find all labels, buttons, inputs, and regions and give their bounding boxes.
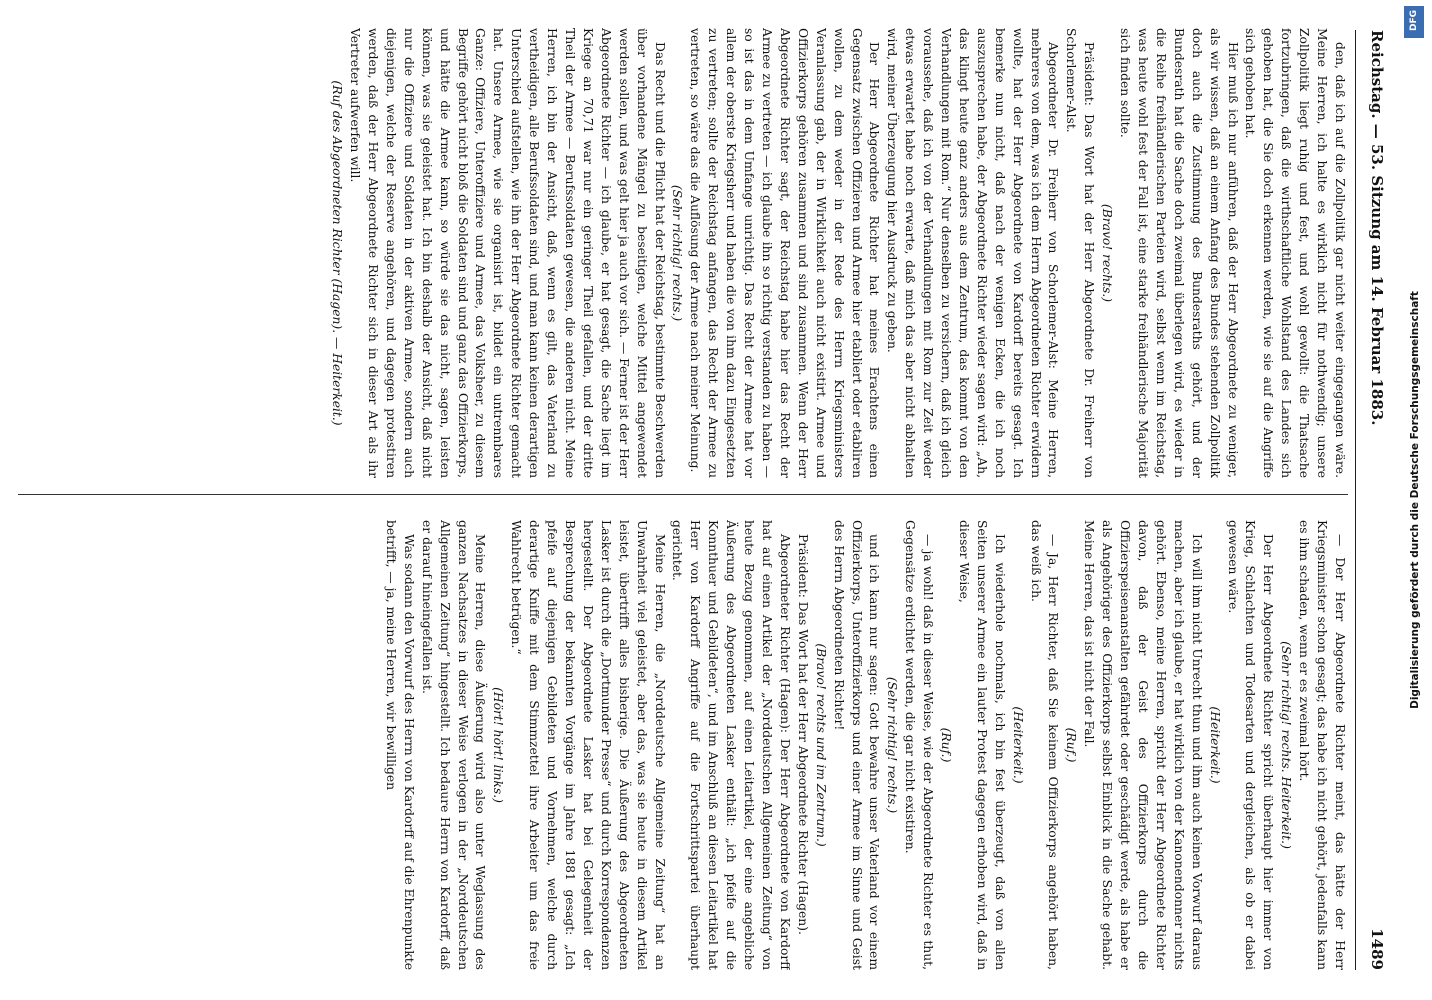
page-header bbox=[1362, 30, 1392, 970]
paragraph: (Ruf des Abgeordneten Richter (Hagen). — Heiterkeit.) bbox=[330, 80, 345, 426]
paragraph: (Bravo! rechts.) bbox=[1100, 203, 1115, 303]
paragraph: Ich wiederhole nochmals, ich bin fest überzeugt, daß von allen Seiten unserer Armee ein lauter Protest dagegen erhoben wird, daß in dieser Weise, bbox=[956, 520, 1007, 970]
paragraph: Präsident: Das Wort hat der Herr Abgeordnete Richter (Hagen). bbox=[795, 534, 810, 935]
right-column bbox=[18, 520, 1348, 970]
paragraph: (Heiterkeit.) bbox=[1207, 706, 1222, 784]
paragraph: (Sehr richtig! rechts. Heiterkeit.) bbox=[1279, 641, 1294, 849]
paragraph: Abgeordneter Richter (Hagen): Der Herr Abgeordnete von Kardorff hat auf einen Artikel der „Norddeutschen Allgemeinen Zeitung“ von heute Bezug genommen, auf einen Leitartikel, der eine angebliche Äußerung des Abgeordneten Lasker enthält: „ich pfeife auf die Konnthuer und Gebildeten“, und im Anschluß an diesen Leitartikel hat Herr von Kardorff Angriffe auf die Fortschrittspartei überhaupt gerichtet. bbox=[670, 520, 792, 970]
dfg-logo-text: DFG bbox=[1409, 9, 1419, 31]
paragraph: (Heiterkeit.) bbox=[1010, 706, 1025, 784]
paragraph: (Hört! hört! links.) bbox=[491, 687, 506, 803]
paragraph: — Ja, Herr Richter, daß Sie keinem Offizierkorps angehört haben, das weiß ich. bbox=[1028, 520, 1061, 970]
paragraph: (Ruf.) bbox=[939, 727, 954, 763]
credit-text: Digitalisierung gefördert durch die Deutsche Forschungsgemeinschaft bbox=[1409, 291, 1421, 709]
page-number: 1489 bbox=[1368, 928, 1386, 970]
paragraph: Abgeordneter Dr. Freiherr von Schorlemer-Alst: Meine Herren, mehreres von dem, was ich dem Herrn Abgeordneten Richter erwidern wollte, hat der Herr Abgeordnete von Kardorff bereits gesagt. Ich bemerke nun nicht, daß nach der wenigen Ecken, die ich noch auszusprechen habe, der Abgeordnete Richter wieder sagen wird: „Ah, das klingt heute ganz anders aus dem Zentrum, das kommt von den Verhandlungen mit Rom.“ Nur denselben zu versichern, daß ich gleich voraussehe, daß ich von der Verhandlungen mit Rom zur Zeit weder etwas erwartet habe noch erwarte, daß mich das aber nicht abhalten wird, meiner Überzeugung hier Ausdruck zu geben. bbox=[885, 28, 1061, 478]
header-rule bbox=[1355, 30, 1356, 970]
paragraph: (Bravo! rechts und im Zentrum.) bbox=[813, 643, 828, 847]
header-title: Reichstag. — 53. Sitzung am 14. Februar 1883. bbox=[1368, 30, 1386, 426]
paragraph: den, daß ich auf die Zollpolitik gar nicht weiter eingegangen wäre. Meine Herren, ich halte es wirklich nicht für nothwendig; unsere Zollpolitik liegt ruhig und fest, und wohl gewollt: die Thatsache fortzubringen, daß die wirthschaftliche Wohlstand des Landes sich gehoben hat, die Sie doch erkennen werden, wie sie auf die Angriffe sich gehoben hat. bbox=[1243, 28, 1347, 478]
paragraph: Der Herr Abgeordnete Richter hat meines Erachtens einen Gegensatz zwischen Offizieren und Armee hier etabliert oder etabliren wollen, zu dem weder in der Rede des Herrn Kriegsministers Veranlassung gab, der in Wirklichkeit auch nicht existirt. Armee und Offizierkorps gehören zusammen und sind zusammen. Wenn der Herr Abgeordnete Richter sagt, der Reichstag habe hier das Recht der Armee zu vertreten — ich glaube ihn so richtig verstanden zu haben — so ist das in dem Umfange unrichtig. Das Recht der Armee hat vor allem der oberste Kriegsherr und haben die von ihm dazu Eingesetzten zu vertreten; sollte der Reichstag anfangen, das Recht der Armee zu vertreten, so wäre das die Auflösung der Armee nach meiner Meinung. bbox=[688, 28, 882, 478]
paragraph: (Ruf.) bbox=[1064, 727, 1079, 763]
paragraph: Ich will ihm nicht Unrecht thun und ihm auch keinen Vorwurf daraus machen, aber ich glaube, er hat wirklich von der Kanonendonner nichts gehört. Ebenso, meine Herren, spricht der Herr Abgeordnete Richter davon, daß der Geist des Offizierkorps durch die Offizierspeisenanstalten gefährdet oder geschädigt werde, als habe er als Angehöriger des Offizierkorps selbst Einblick in die Sache gehabt. Meine Herren, das ist nicht der Fall. bbox=[1082, 520, 1204, 970]
paragraph: — ja wohl! daß in dieser Weise, wie der Abgeordnete Richter es thut, Gegensätze erdichtet werden, die gar nicht existiren. bbox=[903, 520, 936, 970]
paragraph: Der Herr Abgeordnete Richter spricht überhaupt hier immer von Krieg, Schlachten und Todesarten und dergleichen, als ob er dabei gewesen wäre. bbox=[1225, 520, 1276, 970]
paragraph: — Der Herr Abgeordnete Richter meint, das hätte der Herr Kriegsminister schon gesagt; das habe ich nicht gehört, jedenfalls kann es ihm schaden, wenn er es zweimal hört. bbox=[1297, 520, 1347, 970]
paragraph: (Sehr richtig! rechts.) bbox=[670, 184, 685, 322]
column-divider bbox=[18, 494, 1348, 495]
paragraph: Das Recht und die Pflicht hat der Reichstag, bestimmte Beschwerden über vorhandene Mängel zu beseitigen, welche Mittel angewendet werden sollen, und was gelt hier ja auch vor sich. — Ferner ist der Herr Abgeordnete Richter — ich glaube, er hat gesagt, die Sache liegt im Kriege an 70,71 war nur ein geringer Theil gefallen, und der dritte Theil der Armee — Berufssoldaten gewesen, die anderen nicht. Meine Herren, ich bin der Ansicht, daß, wenn es gilt, das Vaterland zu vertheidigen, alle Berufssoldaten sind, und man kann keinen derartigen Unterschied aufstellen, wie ihn der Herr Abgeordnete Richter gemacht hat. Unsere Armee, wie sie organisirt ist, bildet ein untrennbares Ganze: Offiziere, Unteroffiziere und Armee, das Volksheer, zu diesem Begriffe gehört nicht bloß die Soldaten sind und ganz das Offizierkorps, und hätte die Armee kann, so würde sie das nicht, sagen, leisten können, was sie geleistet hat. Ich bin deshalb der Ansicht, daß nicht nur die Offiziere und Soldaten in der aktiven Armee, sondern auch diejenigen, welche der Reserve angehören, und dagegen protestiren werden, daß der Herr Abgeordnete Richter sich in dieser Art als ihr Vertreter aufwerfen will. bbox=[348, 28, 667, 478]
digitization-credit bbox=[1403, 0, 1427, 1000]
paragraph: Was sodann den Vorwurf des Herrn von Kardorff auf die Ehrenpunkte betrifft, — ja, meine Herren, wir bewilligen bbox=[383, 520, 416, 970]
paragraph: Meine Herren, die „Norddeutsche Allgemeine Zeitung“ hat an Unwahrheit viel geleistet, aber das, was sie heute in diesem Artikel leistet, übertrifft alles bisherige. Die Äußerung des Abgeordneten Lasker ist durch die „Dortmunder Presse“ und durch Korrespondenzen hergestellt. Der Abgeordnete Lasker hat bei Gelegenheit der Besprechung der bekannten Vorgänge im Jahre 1881 gesagt: „Ich pfeife auf diejenigen Gebildeten und Vornehmen, welche durch derartige Kniffe mit dem Stimmzettel ihre Arbeiter um das freie Wahlrecht betrügen.“ bbox=[509, 520, 667, 970]
left-column bbox=[18, 28, 1348, 478]
paragraph: Hier muß ich nur anführen, daß der Herr Abgeordnete zu weniger, als wir wissen, daß an einem Anfang des Bundes stehenden Zollpolitik doch auch die Zustimmung des Bundesraths gehört, und der Bundesrath hat die Sache doch zweimal überlegen wird, es wieder in die Reihe freihändlerischen Parteien wird, selbst wenn im Reichstag, was heute wohl fest der Fall ist, eine starke freihändlerische Majorität sich finden sollte. bbox=[1118, 28, 1240, 478]
paragraph: und ich kann nur sagen: Gott bewahre unser Vaterland vor einem Offizierkorps, Unteroffizierkorps und einer Armee im Sinne und Geist des Herrn Abgeordneten Richter! bbox=[831, 520, 882, 970]
paragraph: (Sehr richtig! rechts.) bbox=[885, 676, 900, 814]
paragraph: Präsident: Das Wort hat der Herr Abgeordnete Dr. Freiherr von Schorlemer-Alst. bbox=[1064, 28, 1097, 478]
paragraph: Meine Herren, diese Äußerung wird also unter Weglassung des ganzen Nachsatzes in dieser Weise verlogen in der „Norddeutschen Allgemeinen Zeitung“ hingestellt. Ich bedaure Herrn von Kardorff, daß er darauf hineingefallen ist. bbox=[419, 520, 488, 970]
